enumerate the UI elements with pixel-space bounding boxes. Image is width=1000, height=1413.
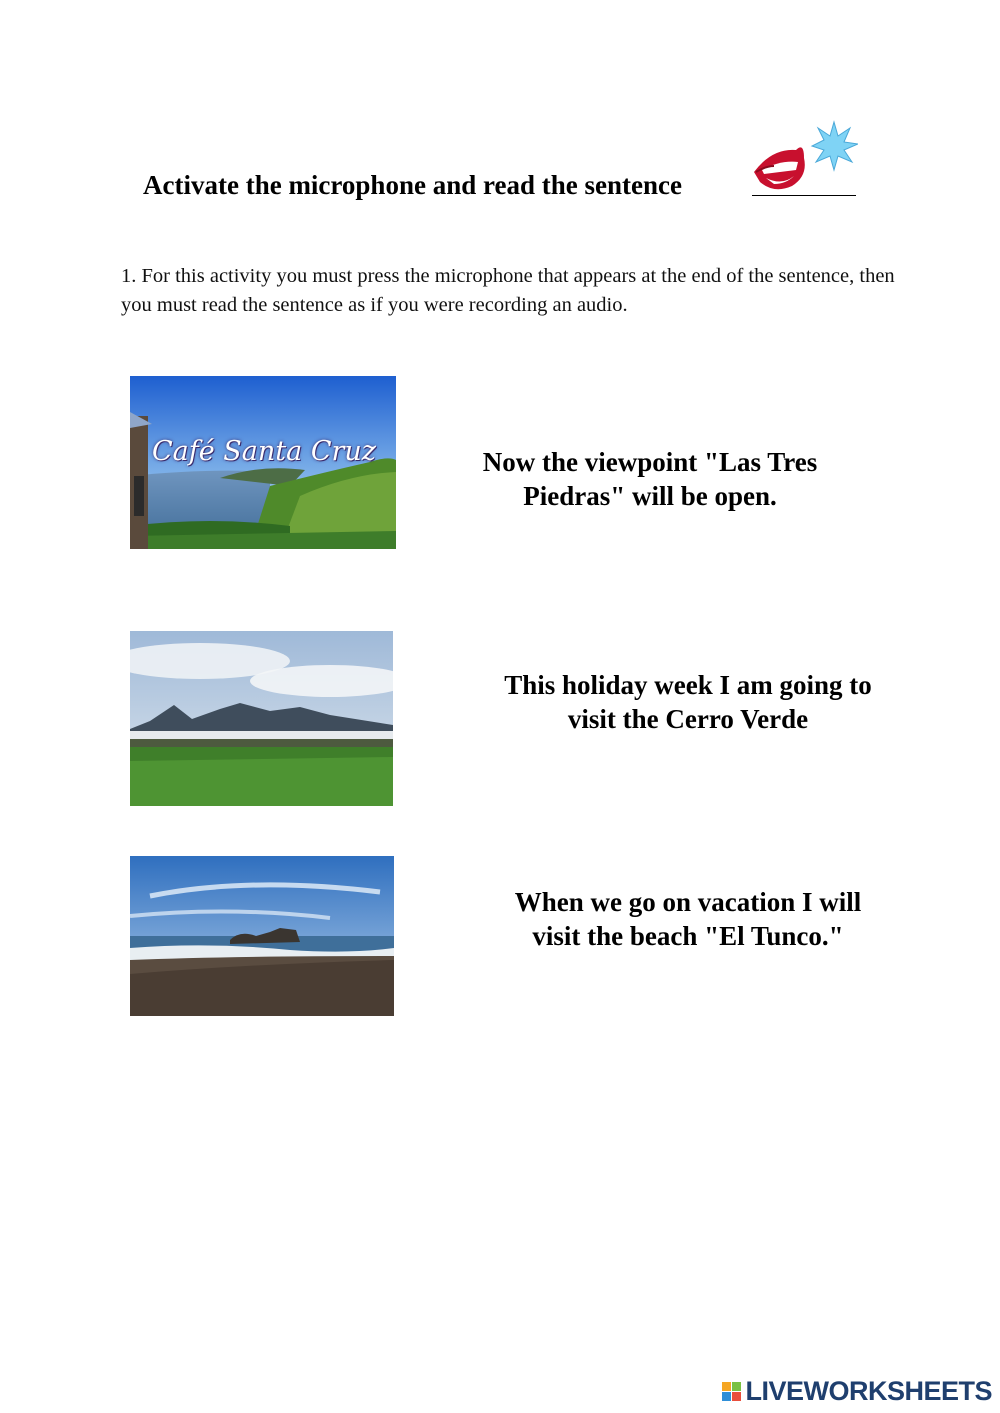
instruction-text: 1. For this activity you must press the microphone that appears at the end of the sentence, then you must read the sentence as if you were recording an audio. <box>121 265 895 316</box>
speaking-mouth-icon <box>752 120 858 198</box>
brand-name: LIVEWORKSHEETS <box>745 1376 992 1406</box>
page-title: Activate the microphone and read the sentence <box>143 170 682 200</box>
footer-brand <box>722 1376 992 1407</box>
liveworksheets-logo-icon <box>722 1382 741 1401</box>
lake-viewpoint-image <box>130 376 396 549</box>
sentence-1: Now the viewpoint "Las Tres Piedras" will be open. <box>482 447 818 511</box>
volcano-field-image <box>130 631 393 806</box>
image-caption: Café Santa Cruz <box>152 436 377 467</box>
beach-image <box>130 856 394 1016</box>
sentence-2: This holiday week I am going to visit the Cerro Verde <box>504 670 872 734</box>
sentence-3: When we go on vacation I will visit the beach "El Tunco." <box>514 887 862 951</box>
